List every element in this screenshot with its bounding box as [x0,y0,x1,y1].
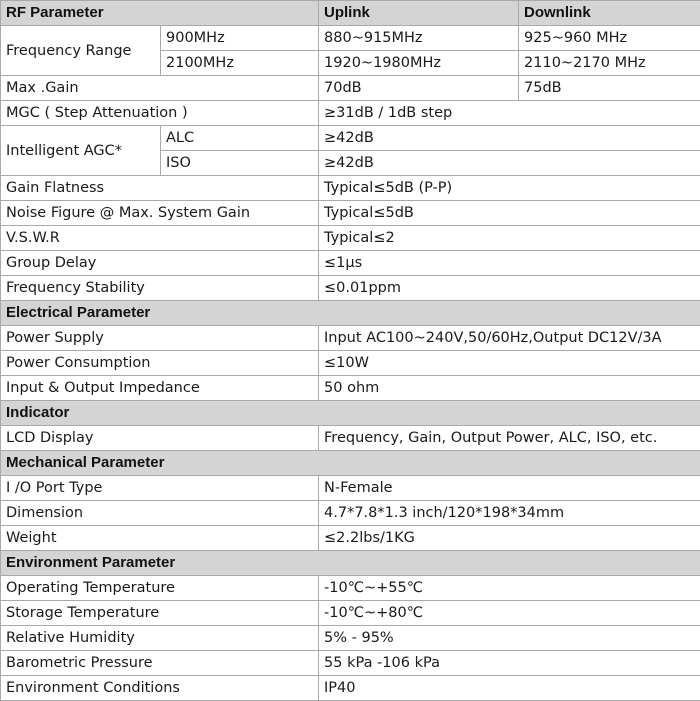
mechanical-section-title: Mechanical Parameter [1,451,700,476]
param-value: 4.7*7.8*1.3 inch/120*198*34mm [319,501,700,526]
electrical-header-row [1,301,700,326]
rf-section-title: RF Parameter [1,1,319,26]
param-value: ≤1μs [319,251,700,276]
table-row [1,176,700,201]
table-row [1,251,700,276]
table-row [1,426,700,451]
param-label: Frequency Range [1,26,161,76]
table-row [1,601,700,626]
table-row [1,351,700,376]
electrical-section-title: Electrical Parameter [1,301,700,326]
param-label: I /O Port Type [1,476,319,501]
rf-header-row [1,1,700,26]
table-row [1,226,700,251]
param-label: Storage Temperature [1,601,319,626]
param-label: Gain Flatness [1,176,319,201]
table-row [1,201,700,226]
param-value: Typical≤5dB [319,201,700,226]
uplink-header: Uplink [319,1,519,26]
downlink-header: Downlink [519,1,700,26]
indicator-section-title: Indicator [1,401,700,426]
table-row [1,626,700,651]
indicator-header-row [1,401,700,426]
param-value: Input AC100~240V,50/60Hz,Output DC12V/3A [319,326,700,351]
table-row [1,376,700,401]
param-label: LCD Display [1,426,319,451]
param-value: ≤0.01ppm [319,276,700,301]
sub-label: 900MHz [161,26,319,51]
table-row [1,651,700,676]
param-value: Typical≤5dB (P-P) [319,176,700,201]
param-label: Relative Humidity [1,626,319,651]
sub-label: ALC [161,126,319,151]
param-value: ≥31dB / 1dB step [319,101,700,126]
uplink-value: 1920~1980MHz [319,51,519,76]
param-label: Weight [1,526,319,551]
param-label: Frequency Stability [1,276,319,301]
param-label: Power Supply [1,326,319,351]
param-value: IP40 [319,676,700,701]
table-row [1,676,700,701]
table-row [1,501,700,526]
param-value: Frequency, Gain, Output Power, ALC, ISO, etc. [319,426,700,451]
param-value: ≥42dB [319,151,700,176]
environment-section-title: Environment Parameter [1,551,700,576]
downlink-value: 75dB [519,76,700,101]
param-value: ≤2.2lbs/1KG [319,526,700,551]
param-label: Intelligent AGC* [1,126,161,176]
uplink-value: 70dB [319,76,519,101]
param-label: V.S.W.R [1,226,319,251]
table-row [1,276,700,301]
param-label: Dimension [1,501,319,526]
param-label: Barometric Pressure [1,651,319,676]
param-value: ≤10W [319,351,700,376]
table-row [1,326,700,351]
param-label: Group Delay [1,251,319,276]
param-value: 55 kPa -106 kPa [319,651,700,676]
table-row [1,526,700,551]
param-label: MGC ( Step Attenuation ) [1,101,319,126]
table-row [1,126,700,151]
param-value: -10℃~+80℃ [319,601,700,626]
param-value: -10℃~+55℃ [319,576,700,601]
param-value: N-Female [319,476,700,501]
table-row [1,576,700,601]
param-label: Power Consumption [1,351,319,376]
uplink-value: 880~915MHz [319,26,519,51]
param-value: 5% - 95% [319,626,700,651]
mechanical-header-row [1,451,700,476]
param-value: Typical≤2 [319,226,700,251]
param-label: Input & Output Impedance [1,376,319,401]
sub-label: ISO [161,151,319,176]
param-value: ≥42dB [319,126,700,151]
downlink-value: 2110~2170 MHz [519,51,700,76]
param-value: 50 ohm [319,376,700,401]
table-row [1,26,700,51]
table-row [1,101,700,126]
environment-header-row [1,551,700,576]
param-label: Environment Conditions [1,676,319,701]
param-label: Noise Figure @ Max. System Gain [1,201,319,226]
param-label: Max .Gain [1,76,319,101]
param-label: Operating Temperature [1,576,319,601]
downlink-value: 925~960 MHz [519,26,700,51]
table-row [1,76,700,101]
sub-label: 2100MHz [161,51,319,76]
table-row [1,476,700,501]
